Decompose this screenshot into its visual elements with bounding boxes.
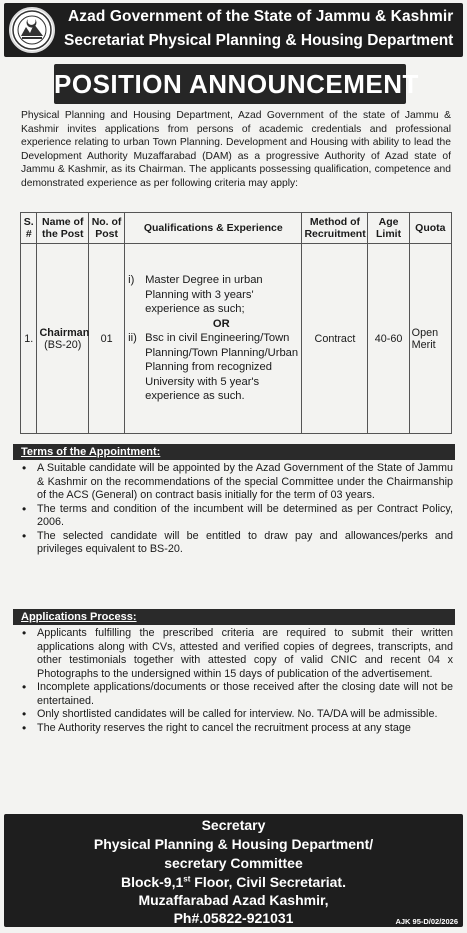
header-bar: [4, 3, 463, 57]
footer-address-block: Block-9,1: [121, 874, 184, 890]
qualification-1-number: i): [128, 274, 135, 287]
table-header-row: [21, 213, 452, 244]
list-item: • Incomplete applications/documents or those received after the closing date will not be entertained.: [20, 681, 453, 708]
qualification-option-1: [128, 273, 298, 317]
footer-contact-block: [4, 814, 463, 927]
qualification-option-2: [128, 331, 298, 404]
footer-city: Muzaffarabad Azad Kashmir,: [138, 892, 329, 908]
col-header-method: Method of Recruitment: [302, 213, 368, 244]
footer-title: Secretary: [201, 817, 266, 833]
qualification-or: OR: [212, 317, 230, 330]
col-header-sno: S. #: [21, 213, 37, 244]
qualification-2-text: Bsc in civil Engineering/Town Planning/Town Planning/Urban Planning from recognized University with 5 year's experience as such.: [145, 332, 299, 403]
col-header-name: Name of the Post: [37, 213, 89, 244]
post-scale: (BS-20): [44, 338, 82, 351]
list-item: • Applicants fulfilling the prescribed criteria are required to submit their written applications along with CVs, attested and verified copies of degrees, transcripts, and other testimonials together with attested copy of valid CNIC and recent 04 x Photographs to the undersigned within 15 days of publication of the advertisement.: [20, 627, 453, 681]
footer-address: [4, 874, 463, 890]
process-section-header: [13, 609, 455, 625]
qualification-1-text: Master Degree in urban Planning with 3 years' experience as such;: [145, 274, 263, 316]
footer-address-sup: st: [183, 874, 191, 884]
col-header-qualifications: Qualifications & Experience: [125, 213, 302, 244]
footer-committee: secretary Committee: [164, 855, 303, 871]
cell-posts: 01: [89, 244, 125, 434]
post-name: Chairman: [39, 326, 90, 339]
footer-phone: Ph#.05822-921031: [173, 910, 294, 926]
col-header-posts: No. of Post: [89, 213, 125, 244]
footer-address-floor: Floor, Civil Secretariat.: [190, 874, 346, 890]
position-announcement-banner: POSITION ANNOUNCEMENT: [54, 64, 406, 104]
list-item: • A Suitable candidate will be appointed by the Azad Government of the State of Jammu & Kashmir on the recommendations of the special Committee under the Chairmanship of the ACS (General) on contract basis initially for the term of 03 years.: [20, 462, 453, 503]
qualification-2-number: ii): [128, 332, 137, 345]
list-item: • The terms and condition of the incumbent will be determined as per Contract Policy, 2006.: [20, 503, 453, 530]
cell-age: 40-60: [368, 244, 409, 434]
government-seal-icon: [9, 7, 55, 53]
cell-sno: 1.: [21, 244, 37, 434]
cell-quota: Open Merit: [409, 244, 451, 434]
list-item: • The Authority reserves the right to cancel the recruitment process at any stage: [20, 722, 453, 736]
process-title: Applications Process:: [21, 611, 137, 623]
list-item: • The selected candidate will be entitled to draw pay and allowances/perks and privileges equivalent to BS-20.: [20, 530, 453, 557]
intro-paragraph: Physical Planning and Housing Department, Azad Government of the state of Jammu & Kashmir invites applications from persons of academic credentials and professional experience relating to urban Town Planning. Development and Housing with ability to lead the Development Authority Muzaffarabad (DAM) as a progressive Authority of Azad state of Jammu & Kashmir, as its Chairman. The applicants possessing qualification, competence and demonstrated experience as per following criteria may apply:: [21, 110, 451, 189]
header-title: Azad Government of the State of Jammu & Kashmir: [68, 8, 454, 25]
position-table: [20, 212, 452, 434]
table-row: [21, 244, 452, 434]
ad-reference-number: AJK 95-D/02/2026: [395, 917, 458, 926]
cell-method: Contract: [302, 244, 368, 434]
cell-qualifications: [125, 244, 302, 434]
terms-section-header: [13, 444, 455, 460]
terms-list: [20, 462, 453, 557]
col-header-quota: Quota: [409, 213, 451, 244]
process-list: [20, 627, 453, 735]
cell-post: [37, 244, 89, 434]
footer-department: Physical Planning & Housing Department/: [93, 836, 374, 852]
header-subtitle: Secretariat Physical Planning & Housing Department: [64, 32, 454, 49]
terms-title: Terms of the Appointment:: [21, 446, 161, 458]
list-item: • Only shortlisted candidates will be called for interview. No. TA/DA will be admissible.: [20, 708, 453, 722]
col-header-age: Age Limit: [368, 213, 409, 244]
